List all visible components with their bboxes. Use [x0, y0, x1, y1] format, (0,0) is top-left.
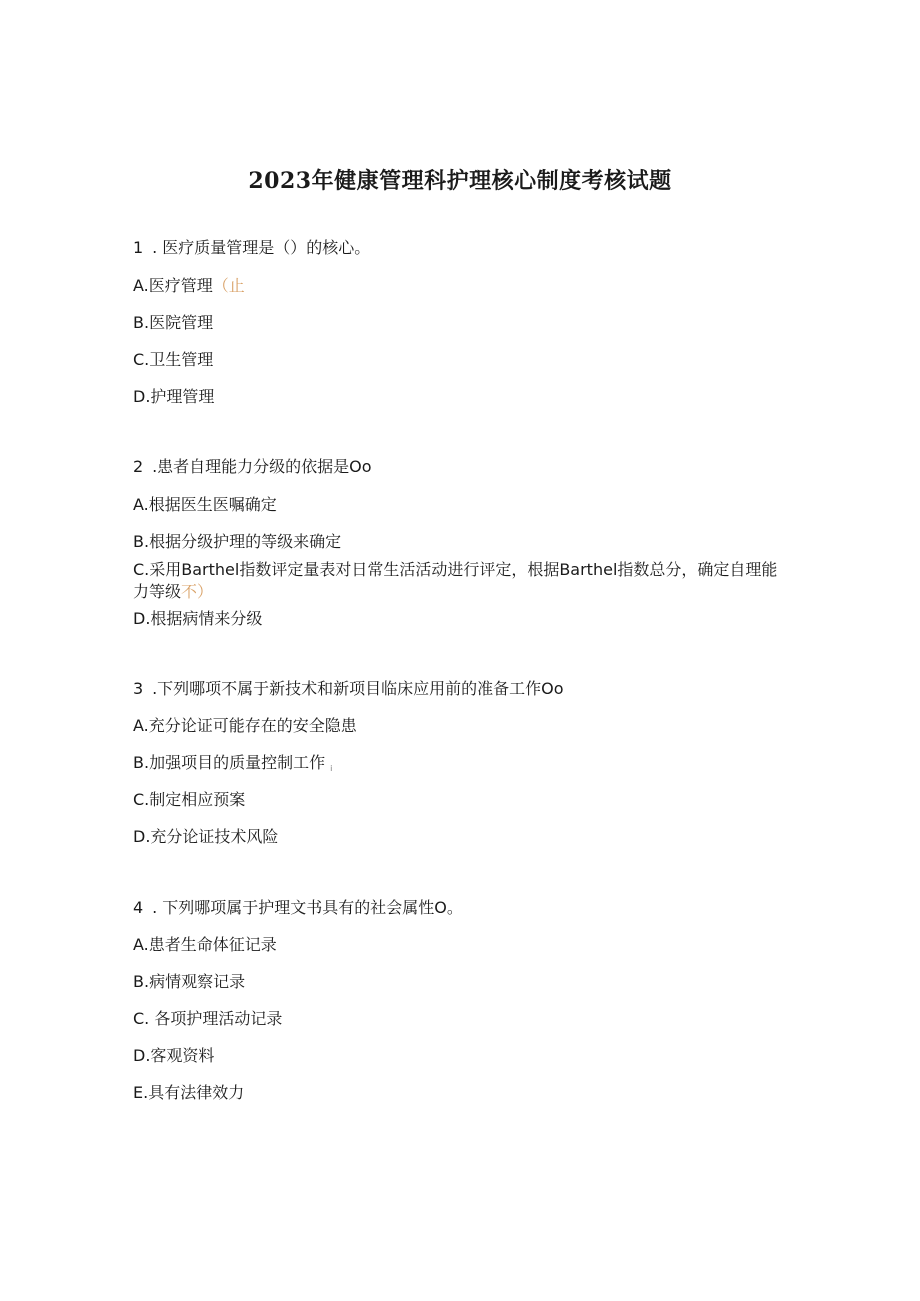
option-text: B.医院管理: [133, 313, 214, 332]
option-text: D.客观资料: [133, 1046, 215, 1065]
option-text: A.根据医生医嘱确定: [133, 495, 277, 514]
question-text: . 下列哪项属于护理文书具有的社会属性O。: [152, 898, 463, 917]
option-text: D.护理管理: [133, 387, 215, 406]
question-number: 3: [133, 679, 144, 698]
option-text: C.制定相应预案: [133, 790, 246, 809]
option-text: A.患者生命体征记录: [133, 935, 277, 954]
option-text: C.采用Barthel指数评定量表对日常生活活动进行评定，根据Barthel指数总分，确定自理能力等级: [133, 560, 778, 601]
option-text: B.根据分级护理的等级来确定: [133, 532, 342, 551]
question-number: 4: [133, 898, 144, 917]
option-text: A.充分论证可能存在的安全隐患: [133, 716, 357, 735]
stray-mark: i: [330, 764, 333, 773]
question-text: .患者自理能力分级的依据是Oo: [152, 457, 372, 476]
option-text: C. 各项护理活动记录: [133, 1009, 283, 1028]
option-text: C.卫生管理: [133, 350, 214, 369]
handwritten-mark: 不）: [181, 582, 214, 601]
option-a: [133, 715, 357, 737]
option-text: E.具有法律效力: [133, 1083, 245, 1102]
option-b: [133, 312, 213, 334]
option-text: B.病情观察记录: [133, 972, 246, 991]
question-stem: [133, 456, 372, 478]
option-c: [133, 559, 793, 603]
option-a: [133, 494, 277, 516]
question-number: 1: [133, 238, 144, 257]
question-text: .下列哪项不属于新技术和新项目临床应用前的准备工作Oo: [152, 679, 564, 698]
option-a: [133, 275, 245, 297]
option-d: [133, 1045, 214, 1067]
option-c: [133, 789, 245, 811]
option-d: [133, 386, 214, 408]
option-d: [133, 608, 262, 630]
option-text: A.医疗管理: [133, 276, 213, 295]
option-c: [133, 1008, 282, 1030]
option-text: D.根据病情来分级: [133, 609, 263, 628]
question-stem: [133, 897, 463, 919]
question-number: 2: [133, 457, 144, 476]
option-b: [133, 531, 341, 553]
option-b: [133, 971, 245, 993]
option-c: [133, 349, 213, 371]
question-stem: [133, 237, 370, 259]
option-a: [133, 934, 277, 956]
page-title: 2023年健康管理科护理核心制度考核试题: [248, 168, 672, 194]
option-d: [133, 826, 278, 848]
handwritten-mark: （止: [212, 276, 245, 295]
question-stem: [133, 678, 564, 700]
question-text: . 医疗质量管理是（）的核心。: [152, 238, 371, 257]
option-e: [133, 1082, 244, 1104]
option-b: [133, 752, 332, 780]
option-text: D.充分论证技术风险: [133, 827, 279, 846]
option-text: B.加强项目的质量控制工作: [133, 753, 326, 772]
